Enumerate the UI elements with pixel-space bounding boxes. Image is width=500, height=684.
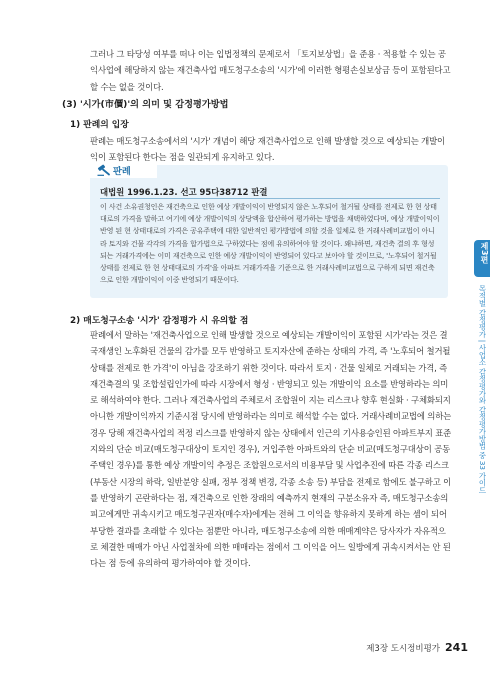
page-footer [366,641,468,654]
subsection-heading-precedent: 1) 판례의 입장 [70,120,129,130]
page-number: 241 [445,641,468,654]
gavel-icon [97,164,111,176]
intro-paragraph: 그러나 그 타당성 여부를 떠나 이는 입법정책의 문제로서 「토지보상법」을 준용 · 적용할 수 있는 공익사업에 해당하지 않는 재건축사업 매도청구소송의 '시가'에 이러한 형평손실보상금 등이 포함된다고 할 수는 없을 것이다. [90,49,451,92]
running-title: 목적별 감정평가 | 사업소 감정평가와 감정평가방법 중 33 가이드 [478,285,487,494]
footer-chapter: 제3장 도시정비평가 [366,644,441,654]
chapter-tab-label: 제3편 [480,242,489,264]
precedent-label: 판례 [113,166,131,177]
case-text: 이 사건 소유권청인은 재건축으로 인한 예상 개발이익이 반영되지 않은 노후되어 철거될 상태를 전제로 한 현 상태대로의 가격을 말하고 여기에 예상 개발이익의 상당액을 합산하여 평가하는 방법을 채택하였다며, 예상 개발이익이 반영 된 현 상태대로의 가격은 공유주택에 대한 일반적인 평가방법에 의할 것을 일체로 한 거래사례비교법이 아니라 토지와 건물 각각의 가격을 합가법으로 구하였다는 점에 유의하여야 할 것이다. 왜냐하면, 재건축 결의 후 형성되는 거래가격에는 이미 재건축으로 인한 예상 개발이익이 반영되어 있다고 보아야 할 것이므로, '노후되어 철거될 상태를 전제로 한 현 상태대로의 가격'을 아파트 거래가격을 기준으로 한 거래사례비교법으로 구하게 되면 재건축으로 인한 개발이익이 이중 반영되기 때문이다. [100,202,440,285]
section-heading: (3) '시가(市價)'의 의미 및 감정평가방법 [62,99,229,110]
box-divider [100,198,440,199]
notes-paragraph: 판례에서 말하는 '재건축사업으로 인해 발생할 것으로 예상되는 개발이익이 포함된 시가'라는 것은 결국재생인 노후화된 건물의 감가를 모두 반영하고 토지자산에 준하는 상태의 가격, 즉 '노후되어 철거될 상태를 전제로 한 가격'이 아님을 강조하기 위한 것이다. 따라서 토지 · 건물 일체로 거래되는 가격, 즉 재건축결의 및 조합설립인가에 따라 시장에서 형성 · 반영되고 있는 개발이익 요소를 반영하라는 의미로 해석하여야 한다. 그러나 재건축사업의 주체로서 조합원이 지는 리스크나 향후 현실화 · 구체화되지 아니한 개발이익까지 기준시점 당시에 반영하라는 의미로 해석할 수는 없다. 거래사례비교법에 의하는 경우 당해 재건축사업의 적정 리스크를 반영하지 않는 상태에서 인근의 기사용승인된 아파트부지 표준지와의 단순 비교(매도청구대상이 토지인 경우), 거입주한 아파트와의 단순 비교(매도청구대상이 공동주택인 경우)를 통한 예상 개발이익 추정은 조합원으로서의 비용부담 및 사업추진에 따른 각종 리스크(부동산 시장의 하락, 일반분양 실패, 정부 정책 변경, 각종 소송 등) 부담을 전제로 함에도 불구하고 이를 반영하기 곤란하다는 점, 재건축으로 인한 장래의 예측까지 현재의 구분소유자 즉, 매도청구소송의 피고에게만 귀속시키고 매도청구권자(매수자)에게는 전혀 그 이익을 향유하지 못하게 하는 셈이 되어 부당한 결과를 초래할 수 있다는 점뿐만 아니라, 매도청구소송에 의한 매매계약은 당사자가 자유적으로 체결한 매매가 아닌 사업절차에 의한 매매라는 점에서 그 이익을 어느 일방에게 귀속시켜서는 안 된다는 점 등에 유의하여 평가하여야 할 것이다. [90,330,452,569]
case-title: 대법원 1996.1.23. 선고 95다38712 판결 [100,187,268,197]
subsection-heading-notes: 2) 매도청구소송 '시가' 감정평가 시 유의할 점 [70,316,249,326]
precedent-paragraph: 판례는 매도청구소송에서의 '시가' 개념이 해당 재건축사업으로 인해 발생할 것으로 예상되는 개발이익이 포함된다 한다는 점을 일관되게 유지하고 있다. [90,136,445,163]
